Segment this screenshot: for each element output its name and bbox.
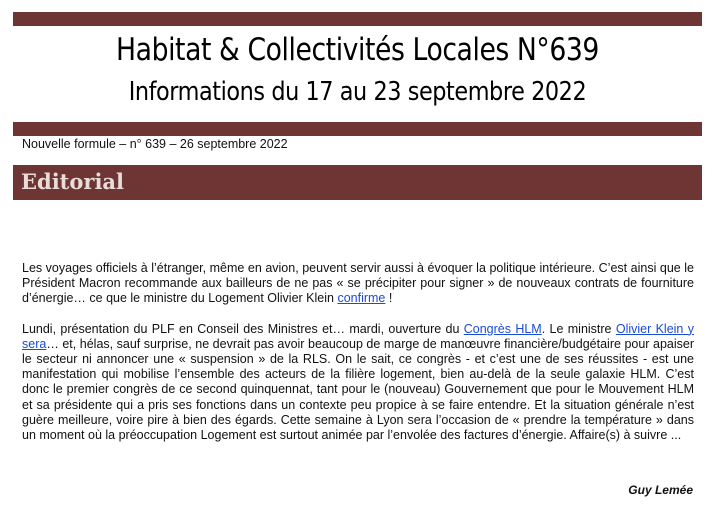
section-banner	[13, 165, 702, 200]
masthead	[13, 28, 702, 112]
header-bottom-bar	[13, 122, 702, 136]
paragraph-1	[22, 261, 694, 307]
editorial-body	[22, 261, 694, 458]
paragraph-2-text-a: Lundi, présentation du PLF en Conseil des Ministres et… mardi, ouverture du	[22, 321, 464, 336]
paragraph-2-text-c: … et, hélas, sauf surprise, ne devrait pas avoir beaucoup de marge de manœuvre financière/budgétaire pour apaiser le secteur ni annoncer une « suspension » de la RLS. On le sait, ce congrès - et c’est une de ses réussites - est une manifestation qui mobilise l’ensemble des acteurs de la filière logement, bien au-delà de la seule galaxie HLM. C’est donc le premier congrès de ce second quinquennat, tant pour le (nouveau) Gouvernement que pour le Mouvement HLM et sa présidente qui a pris ses fonctions dans un contexte peu propice à se faire entendre. Et la situation générale n’est guère meilleure, voire pire à bien des égards. Cette semaine à Lyon sera l’occasion de « prendre la température » dans un moment où la préoccupation Logement est surtout animée par l’envolée des factures d’énergie. Affaire(s) à suivre ...	[22, 336, 694, 443]
olivier-klein-link[interactable]: Olivier Klein y sera	[22, 321, 694, 351]
paragraph-2	[22, 322, 694, 444]
author-signature: Guy Lemée	[628, 483, 693, 497]
paragraph-2-text-b: . Le ministre	[541, 321, 616, 336]
paragraph-1-text-b: !	[385, 291, 393, 306]
confirme-link[interactable]: confirme	[337, 291, 386, 306]
congres-hlm-link[interactable]: Congrès HLM	[463, 321, 542, 336]
paragraph-1-text-a: Les voyages officiels à l’étranger, même en avion, peuvent servir aussi à évoquer la politique intérieure. C’est ainsi que le Président Macron recommande aux bailleurs de ne pas « se précipiter pour signer » de nouveaux contrats de fourniture d’énergie… ce que le ministre du Logement Olivier Klein	[22, 261, 694, 306]
section-label: Editorial	[21, 169, 125, 194]
edition-line: Nouvelle formule – n° 639 – 26 septembre 2022	[22, 137, 288, 151]
newsletter-title: Habitat & Collectivités Locales N°639	[116, 32, 599, 68]
header-top-bar	[13, 12, 702, 26]
newsletter-subtitle: Informations du 17 au 23 septembre 2022	[128, 77, 587, 107]
